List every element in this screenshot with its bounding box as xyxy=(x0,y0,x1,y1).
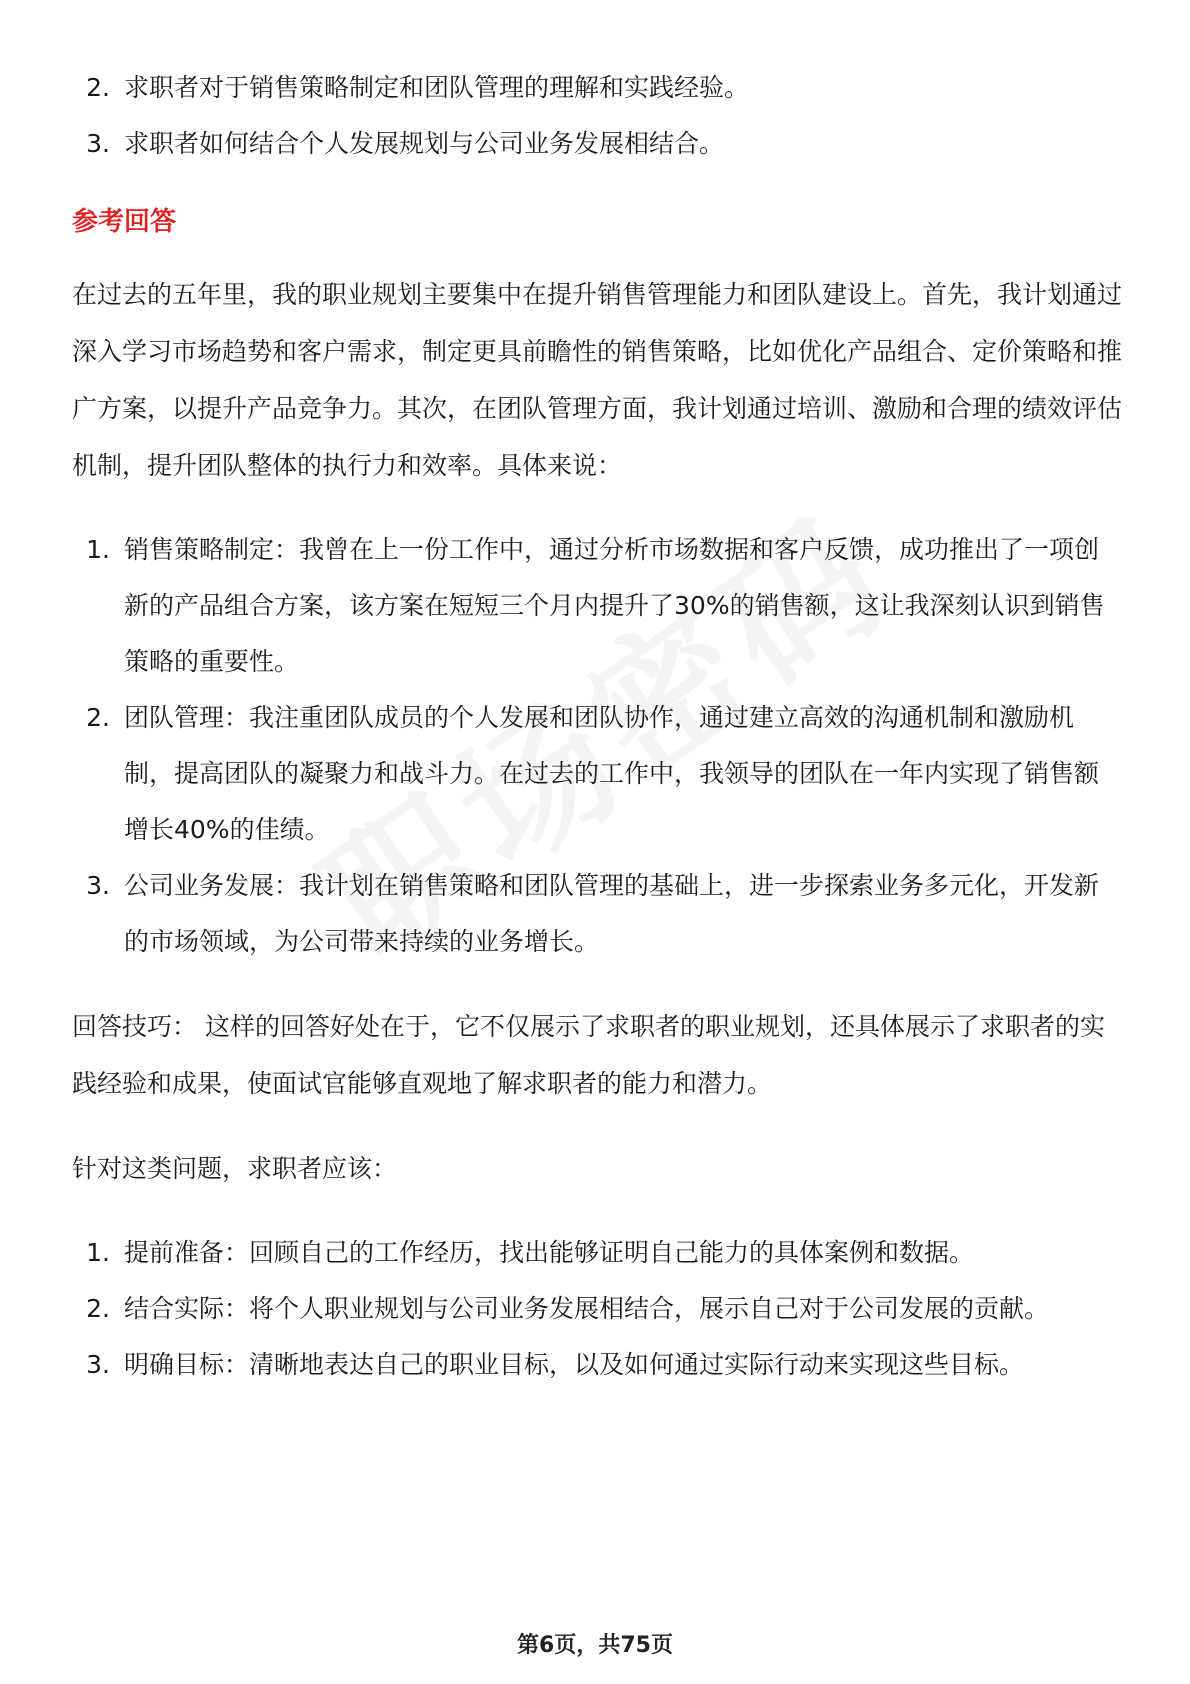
list-number: 3. xyxy=(86,129,110,158)
list-text: 公司业务发展：我计划在销售策略和团队管理的基础上，进一步探索业务多元化，开发新的市场领域，为公司带来持续的业务增长。 xyxy=(124,871,1100,956)
advice-list xyxy=(72,1225,1122,1393)
list-text: 明确目标：清晰地表达自己的职业目标，以及如何通过实际行动来实现这些目标。 xyxy=(124,1350,1025,1379)
list-text: 团队管理：我注重团队成员的个人发展和团队协作，通过建立高效的沟通机制和激励机制，提高团队的凝聚力和战斗力。在过去的工作中，我领导的团队在一年内实现了销售额增长40%的佳绩。 xyxy=(124,703,1100,844)
list-number: 1. xyxy=(86,535,110,564)
top-question-list xyxy=(72,60,1122,172)
list-item xyxy=(72,60,1122,116)
list-item xyxy=(72,522,1122,690)
list-number: 2. xyxy=(86,1294,110,1323)
list-text: 提前准备：回顾自己的工作经历，找出能够证明自己能力的具体案例和数据。 xyxy=(124,1238,975,1267)
list-item xyxy=(72,116,1122,172)
list-item xyxy=(72,858,1122,970)
list-item xyxy=(72,1281,1122,1337)
list-item xyxy=(72,1337,1122,1393)
list-number: 1. xyxy=(86,1238,110,1267)
page-footer: 第6页，共75页 xyxy=(517,1633,673,1658)
list-text: 求职者如何结合个人发展规划与公司业务发展相结合。 xyxy=(124,129,725,158)
list-number: 3. xyxy=(86,871,110,900)
document-body xyxy=(72,60,1122,1393)
advice-intro-paragraph: 针对这类问题，求职者应该： xyxy=(72,1154,398,1183)
list-item xyxy=(72,1225,1122,1281)
list-text: 结合实际：将个人职业规划与公司业务发展相结合，展示自己对于公司发展的贡献。 xyxy=(124,1294,1050,1323)
answer-heading: 参考回答 xyxy=(72,207,177,237)
answer-list xyxy=(72,522,1122,970)
tips-paragraph: 回答技巧： 这样的回答好处在于，它不仅展示了求职者的职业规划，还具体展示了求职者的实践经验和成果，使面试官能够直观地了解求职者的能力和潜力。 xyxy=(72,1012,1105,1098)
list-text: 销售策略制定：我曾在上一份工作中，通过分析市场数据和客户反馈，成功推出了一项创新的产品组合方案，该方案在短短三个月内提升了30%的销售额，这让我深刻认识到销售策略的重要性。 xyxy=(124,535,1105,676)
list-number: 2. xyxy=(86,703,110,732)
list-item xyxy=(72,690,1122,858)
list-text: 求职者对于销售策略制定和团队管理的理解和实践经验。 xyxy=(124,73,750,102)
answer-intro-paragraph: 在过去的五年里，我的职业规划主要集中在提升销售管理能力和团队建设上。首先，我计划通过深入学习市场趋势和客户需求，制定更具前瞻性的销售策略，比如优化产品组合、定价策略和推广方案，以提升产品竞争力。其次，在团队管理方面，我计划通过培训、激励和合理的绩效评估机制，提升团队整体的执行力和效率。具体来说： xyxy=(72,280,1123,480)
list-number: 2. xyxy=(86,73,110,102)
list-number: 3. xyxy=(86,1350,110,1379)
